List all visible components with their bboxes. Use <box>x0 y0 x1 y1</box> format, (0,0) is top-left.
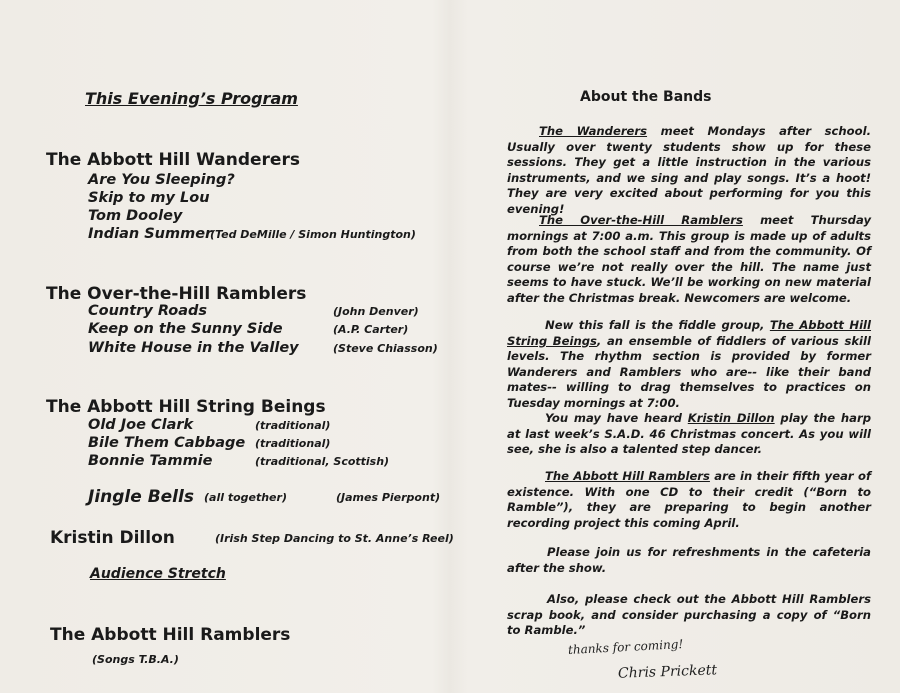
song: Bile Them Cabbage <box>88 435 246 451</box>
band-link: The Abbott Hill Ramblers <box>545 469 710 483</box>
song-jingle-bells: Jingle Bells <box>88 487 194 507</box>
song: Country Roads <box>88 303 208 319</box>
program-title: This Evening’s Program <box>85 89 298 108</box>
song-credit: (James Pierpont) <box>336 491 441 504</box>
about-wanderers: The Wanderers meet Mondays after school. Usually over twenty students show up for these sessions. They get a little instruction in the various instruments, and we sing and play songs. It’s a hoot! They are very excited about performing for you this evening! <box>507 124 871 216</box>
handwritten-signature: Chris Prickett <box>617 662 718 682</box>
song: Skip to my Lou <box>88 190 210 206</box>
song-credit: (traditional, Scottish) <box>255 455 390 468</box>
performer-kristin-dillon: Kristin Dillon <box>50 528 175 548</box>
band-link: The Wanderers <box>539 124 648 138</box>
about-string-beings: New this fall is the fiddle group, The Abbott Hill String Beings, an ensemble of fiddlers of various skill levels. The rhythm section is provided by former Wanderers and Ramblers who are-- like their band mates-- willing to drag themselves to practices on Tuesday mornings at 7:00. <box>507 318 872 410</box>
about-ramblers: The Abbott Hill Ramblers are in their fifth year of existence. With one CD to their credit (“Born to Ramble”), they are preparing to begin another recording project this coming April. <box>507 469 872 530</box>
song: Bonnie Tammie <box>88 453 213 469</box>
about-over-the-hill: The Over-the-Hill Ramblers meet Thursday mornings at 7:00 a.m. This group is made up of adults from both the school staff and from the community. Of course we’re not really over the hill. The name just seems to have stuck. We’ll be working on new material after the Christmas break. Newcomers are welcome. <box>507 213 871 305</box>
song-credit: (traditional) <box>255 419 331 432</box>
handwritten-thanks: thanks for coming! <box>567 636 684 658</box>
song-credit: (Steve Chiasson) <box>333 342 438 355</box>
about-panel <box>450 0 900 693</box>
song-credit: (A.P. Carter) <box>333 323 409 336</box>
song: Old Joe Clark <box>88 417 194 433</box>
band-link: Kristin Dillon <box>687 411 775 425</box>
about-kristin: You may have heard Kristin Dillon play the harp at last week’s S.A.D. 46 Christmas concert. As you will see, she is also a talented step dancer. <box>507 411 871 457</box>
song: Keep on the Sunny Side <box>88 321 283 337</box>
band-over-the-hill: The Over-the-Hill Ramblers <box>46 284 307 304</box>
about-title: About the Bands <box>580 89 712 105</box>
band-link: The Over-the-Hill Ramblers <box>539 213 743 227</box>
song: White House in the Valley <box>88 340 299 356</box>
song: Are You Sleeping? <box>88 172 235 188</box>
songs-tba: (Songs T.B.A.) <box>92 653 179 666</box>
performance-note: (Irish Step Dancing to St. Anne’s Reel) <box>215 532 454 545</box>
band-link: The Abbott Hill String Beings <box>507 318 872 348</box>
song: Indian Summer <box>88 226 213 242</box>
song: Tom Dooley <box>88 208 183 224</box>
song-credit: (Ted DeMille / Simon Huntington) <box>210 228 416 241</box>
band-string-beings: The Abbott Hill String Beings <box>46 397 326 417</box>
band-abbott-hill-ramblers: The Abbott Hill Ramblers <box>50 625 291 645</box>
about-scrapbook: Also, please check out the Abbott Hill Ramblers scrap book, and consider purchasing a copy of “Born to Ramble.” <box>507 592 871 638</box>
band-wanderers: The Abbott Hill Wanderers <box>46 150 300 170</box>
song-credit: (traditional) <box>255 437 331 450</box>
audience-stretch: Audience Stretch <box>90 566 226 582</box>
song-note: (all together) <box>204 491 287 504</box>
about-refreshments: Please join us for refreshments in the cafeteria after the show. <box>507 545 871 575</box>
song-credit: (John Denver) <box>333 305 419 318</box>
